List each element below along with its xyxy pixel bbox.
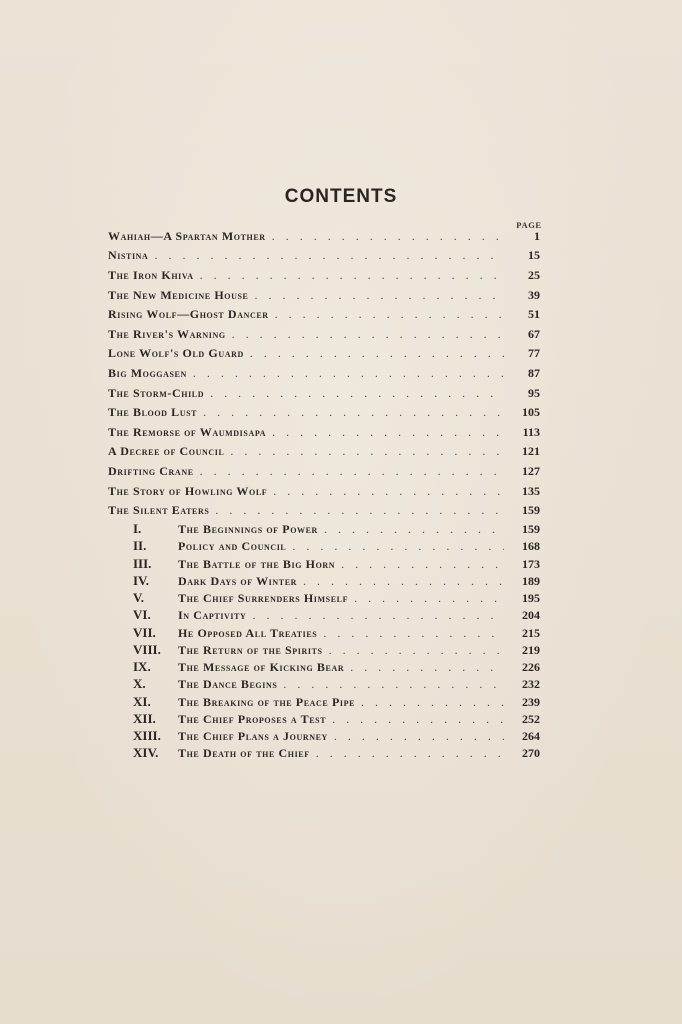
dot-leader [193,366,504,381]
chapter-number: IV. [133,573,150,588]
chapter-title: Policy and Council [178,539,287,553]
chapter-page: 215 [522,626,540,640]
dot-leader [292,539,504,554]
chapter-title: The Battle of the Big Horn [178,557,336,571]
toc-entry [108,288,540,306]
chapter-page: 168 [522,539,540,553]
toc-chapter [133,556,540,574]
dot-leader [334,729,504,744]
chapter-page: 189 [522,574,540,588]
chapter-number: VII. [133,625,156,640]
entry-page: 159 [522,503,540,517]
entry-page: 25 [528,268,540,282]
dot-leader [303,574,504,589]
entry-title: The Iron Khiva [108,268,194,282]
dot-leader [154,248,504,263]
chapter-title: The Dance Begins [178,677,278,691]
chapter-page: 239 [522,695,540,709]
entry-page: 77 [528,346,540,360]
chapter-page: 204 [522,608,540,622]
entry-page: 87 [528,366,540,380]
chapter-title: The Return of the Spirits [178,643,323,657]
toc-chapter [133,538,540,556]
entry-title: Nistina [108,248,149,262]
dot-leader [354,591,504,606]
chapter-page: 173 [522,557,540,571]
entry-title: The Silent Eaters [108,503,210,517]
page-column-label: PAGE [516,220,542,230]
entry-title: The River's Warning [108,327,226,341]
entry-title: Wahiah—A Spartan Mother [108,229,266,243]
chapter-page: 226 [522,660,540,674]
chapter-number: XIV. [133,745,159,760]
chapter-page: 270 [522,746,540,760]
dot-leader [323,626,504,641]
dot-leader [252,608,504,623]
dot-leader [210,386,504,401]
chapter-title: The Death of the Chief [178,746,310,760]
dot-leader [250,346,504,361]
entry-page: 127 [522,464,540,478]
toc-entry [108,327,540,345]
toc-chapter [133,745,540,763]
toc-entry [108,366,540,384]
toc-entry [108,484,540,502]
entry-page: 39 [528,288,540,302]
entry-page: 1 [534,229,540,243]
toc-entry [108,503,540,521]
entry-page: 51 [528,307,540,321]
toc-entry [108,248,540,266]
entry-page: 15 [528,248,540,262]
chapter-page: 219 [522,643,540,657]
entry-page: 105 [522,405,540,419]
dot-leader [350,660,504,675]
toc-chapter [133,642,540,660]
dot-leader [272,425,504,440]
entry-title: The Story of Howling Wolf [108,484,268,498]
dot-leader [275,307,504,322]
toc-chapter [133,694,540,712]
toc-chapter [133,659,540,677]
chapter-number: V. [133,590,144,605]
toc-entry [108,346,540,364]
entry-title: The Blood Lust [108,405,198,419]
toc-chapter [133,625,540,643]
dot-leader [254,288,504,303]
chapter-page: 159 [522,522,540,536]
entry-title: Big Moggasen [108,366,187,380]
chapter-number: XIII. [133,728,161,743]
dot-leader [200,268,504,283]
entry-page: 135 [522,484,540,498]
chapter-title: The Beginnings of Power [178,522,318,536]
toc-chapter [133,676,540,694]
chapter-page: 252 [522,712,540,726]
chapter-number: XII. [133,711,156,726]
dot-leader [230,444,504,459]
dot-leader [341,557,504,572]
dot-leader [215,503,504,518]
toc-chapter [133,607,540,625]
chapter-title: The Breaking of the Peace Pipe [178,695,356,709]
entry-page: 121 [522,444,540,458]
entry-title: Drifting Crane [108,464,194,478]
toc-entry [108,386,540,404]
dot-leader [324,522,504,537]
entry-page: 67 [528,327,540,341]
chapter-number: III. [133,556,152,571]
entry-title: The New Medicine House [108,288,249,302]
chapter-title: The Chief Proposes a Test [178,712,327,726]
chapter-page: 264 [522,729,540,743]
chapter-number: I. [133,521,142,536]
chapter-number: X. [133,676,146,691]
dot-leader [332,712,504,727]
entry-title: The Storm-Child [108,386,205,400]
toc-chapter [133,590,540,608]
dot-leader [316,746,504,761]
chapter-page: 195 [522,591,540,605]
entry-title: Rising Wolf—Ghost Dancer [108,307,269,321]
entry-title: A Decree of Council [108,444,225,458]
toc-chapter [133,573,540,591]
dot-leader [273,484,504,499]
toc-entry [108,307,540,325]
dot-leader [232,327,504,342]
entry-title: The Remorse of Waumdisapa [108,425,267,439]
toc-chapter [133,728,540,746]
dot-leader [329,643,504,658]
chapter-title: The Message of Kicking Bear [178,660,345,674]
toc-entry [108,444,540,462]
toc-entry [108,464,540,482]
toc-entry [108,229,540,247]
chapter-page: 232 [522,677,540,691]
toc-entry [108,268,540,286]
chapter-title: The Chief Plans a Journey [178,729,328,743]
entry-page: 95 [528,386,540,400]
toc-entry [108,405,540,423]
chapter-number: XI. [133,694,151,709]
dot-leader [361,695,504,710]
chapter-number: VIII. [133,642,161,657]
chapter-title: The Chief Surrenders Himself [178,591,349,605]
chapter-title: In Captivity [178,608,247,622]
dot-leader [200,464,504,479]
toc-chapter [133,521,540,539]
entry-title: Lone Wolf's Old Guard [108,346,244,360]
chapter-number: VI. [133,607,151,622]
dot-leader [203,405,504,420]
toc-entry [108,425,540,443]
entry-page: 113 [522,425,540,439]
toc-chapter [133,711,540,729]
chapter-number: II. [133,538,147,553]
contents-heading: CONTENTS [284,186,398,207]
chapter-title: Dark Days of Winter [178,574,298,588]
dot-leader [283,677,504,692]
chapter-title: He Opposed All Treaties [178,626,318,640]
chapter-number: IX. [133,659,151,674]
dot-leader [272,229,504,244]
